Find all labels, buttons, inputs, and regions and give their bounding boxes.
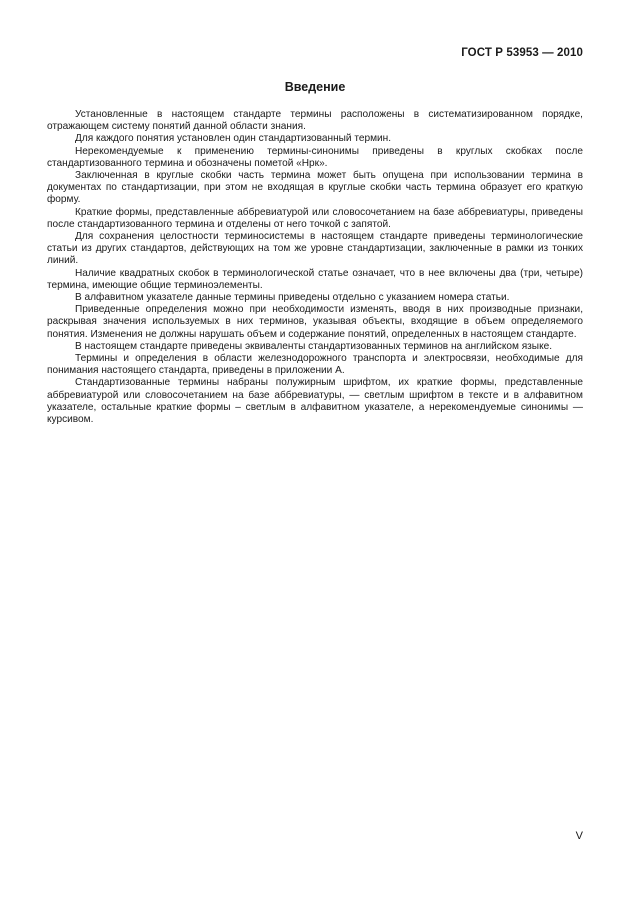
- paragraph: Приведенные определения можно при необходимости изменять, вводя в них производные признаки, раскрывая значения используемых в них терминов, указывая объекты, входящие в объем определяемого понятия. Изменения не должны нарушать объем и содержание понятий, определенных в настоящем стандарте.: [47, 304, 583, 340]
- page-number: V: [575, 830, 583, 842]
- paragraph: Термины и определения в области железнодорожного транспорта и электросвязи, необходимые для понимания настоящего стандарта, приведены в приложении А.: [47, 353, 583, 377]
- document-code: ГОСТ Р 53953 — 2010: [461, 47, 583, 59]
- paragraph: Краткие формы, представленные аббревиатурой или словосочетанием на базе аббревиатуры, приведены после стандартизованного термина и отделены от него точкой с запятой.: [47, 206, 583, 230]
- paragraph: Для сохранения целостности терминосистемы в настоящем стандарте приведены терминологические статьи из других стандартов, действующих на том же уровне стандартизации, заключенные в рамки из тонких линий.: [47, 231, 583, 267]
- page-title: Введение: [284, 80, 346, 94]
- paragraph: Стандартизованные термины набраны полужирным шрифтом, их краткие формы, представленные аббревиатурой или словосочетанием на базе аббревиатуры, — светлым шрифтом в тексте и в алфавитном указателе, остальные краткие формы – светлым в алфавитном указателе, а нерекомендуемые синонимы — курсивом.: [47, 377, 583, 426]
- paragraph: Для каждого понятия установлен один стандартизованный термин.: [75, 133, 392, 145]
- paragraph: В алфавитном указателе данные термины приведены отдельно с указанием номера статьи.: [75, 292, 510, 304]
- introduction-body: [47, 109, 583, 426]
- paragraph: В настоящем стандарте приведены эквиваленты стандартизованных терминов на английском языке.: [75, 340, 553, 352]
- paragraph: Установленные в настоящем стандарте термины расположены в систематизированном порядке, отражающем систему понятий данной области знания.: [47, 109, 583, 133]
- paragraph: Наличие квадратных скобок в терминологической статье означает, что в нее включены два (три, четыре) термина, имеющие общие терминоэлементы.: [47, 267, 583, 291]
- paragraph: Заключенная в круглые скобки часть термина может быть опущена при использовании термина в документах по стандартизации, при этом не входящая в круглые скобки часть термина образует его краткую форму.: [47, 170, 583, 206]
- paragraph: Нерекомендуемые к применению термины-синонимы приведены в круглых скобках после стандартизованного термина и обозначены пометой «Нрк».: [47, 145, 583, 169]
